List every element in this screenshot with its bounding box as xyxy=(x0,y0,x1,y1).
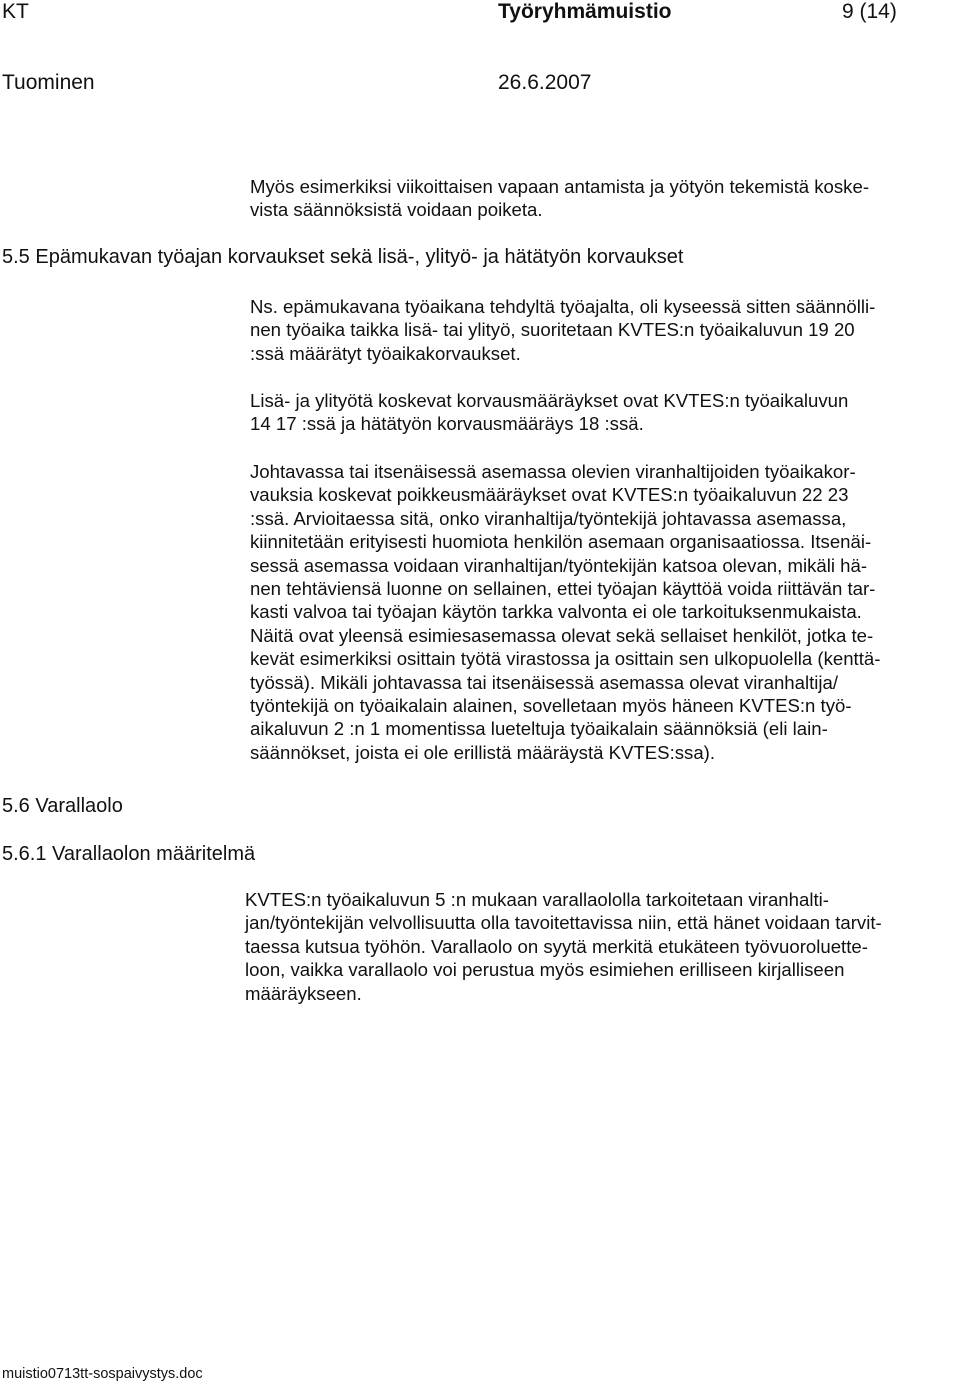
text-line: Johtavassa tai itsenäisessä asemassa olevien viranhaltijoiden työaikakor- xyxy=(250,461,856,482)
text-line: KVTES:n työaikaluvun 5 :n mukaan varallaololla tarkoitetaan viranhalti- xyxy=(245,889,829,910)
header-doc-code: KT xyxy=(2,0,29,23)
section-heading-5-6-1: 5.6.1 Varallaolon määritelmä xyxy=(2,843,256,865)
text-line: :ssä. Arvioitaessa sitä, onko viranhaltija/työntekijä johtavassa asemassa, xyxy=(250,507,847,529)
header-date: 26.6.2007 xyxy=(498,71,592,94)
text-line: Näitä ovat yleensä esimiesasemassa olevat sekä sellaiset henkilöt, jotka te- xyxy=(250,624,874,646)
text-line: taessa kutsua työhön. Varallaolo on syytä merkitä etukäteen työvuoroluette- xyxy=(245,935,868,957)
text-line: Myös esimerkiksi viikoittaisen vapaan antamista ja yötyön tekemistä koske- xyxy=(250,176,870,197)
text-line: jan/työntekijän velvollisuutta olla tavoitettavissa niin, että hänet voidaan tarvit- xyxy=(245,912,882,934)
text-line: määräykseen. xyxy=(245,982,362,1004)
paragraph-epamukava-tyoaika xyxy=(250,295,950,365)
text-line: Ns. epämukavana työaikana tehdyltä työajalta, oli kyseessä sitten säännölli- xyxy=(250,296,876,317)
paragraph-johtava-asema xyxy=(250,460,950,764)
text-line: loon, vaikka varallaolo voi perustua myös esimiehen erilliseen kirjalliseen xyxy=(245,959,845,981)
paragraph-varallaolo-maaritelma xyxy=(245,888,945,1005)
text-line: kasti valvoa tai työajan käytön tarkka valvonta ei ole tarkoituksenmukaista. xyxy=(250,601,862,623)
text-line: työntekijä on työaikalain alainen, sovelletaan myös häneen KVTES:n työ- xyxy=(250,695,852,717)
text-line: :ssä määrätyt työaikakorvaukset. xyxy=(250,342,521,364)
header-title: Työryhmämuistio xyxy=(498,0,672,23)
text-line: aikaluvun 2 :n 1 momentissa lueteltuja työaikalain säännöksiä (eli lain- xyxy=(250,718,828,740)
text-line: kevät esimerkiksi osittain työtä virastossa ja osittain sen ulkopuolella (kenttä- xyxy=(250,648,881,670)
intro-paragraph xyxy=(250,175,950,222)
text-line: sessä asemassa voidaan viranhaltijan/työntekijän katsoa olevan, mikäli hä- xyxy=(250,554,868,576)
paragraph-lisa-ylityo xyxy=(250,389,950,436)
text-line: työssä). Mikäli johtavassa tai itsenäisessä asemassa olevat viranhaltija/ xyxy=(250,671,839,693)
text-line: Lisä- ja ylityötä koskevat korvausmääräykset ovat KVTES:n työaikaluvun xyxy=(250,390,849,411)
section-heading-5-5: 5.5 Epämukavan työajan korvaukset sekä lisä-, ylityö- ja hätätyön korvaukset xyxy=(2,246,684,268)
text-line: 14 17 :ssä ja hätätyön korvausmääräys 18 :ssä. xyxy=(250,413,644,435)
text-line: kiinnitetään erityisesti huomiota henkilön asemaan organisaatiossa. Itsenäi- xyxy=(250,531,872,553)
text-line: nen työaika taikka lisä- tai ylityö, suoritetaan KVTES:n työaikaluvun 19 20 xyxy=(250,319,855,341)
text-line: nen tehtäviensä luonne on sellainen, ettei työajan käyttöä voida riittävän tar- xyxy=(250,578,876,600)
text-line: säännökset, joista ei ole erillistä määräystä KVTES:ssa). xyxy=(250,741,716,763)
footer-filename: muistio0713tt-sospaivystys.doc xyxy=(2,1366,203,1382)
text-line: vista säännöksistä voidaan poiketa. xyxy=(250,199,543,221)
header-page-number: 9 (14) xyxy=(842,0,897,23)
text-line: vauksia koskevat poikkeusmääräykset ovat KVTES:n työaikaluvun 22 23 xyxy=(250,484,849,506)
header-author: Tuominen xyxy=(2,71,95,94)
section-heading-5-6: 5.6 Varallaolo xyxy=(2,795,123,817)
